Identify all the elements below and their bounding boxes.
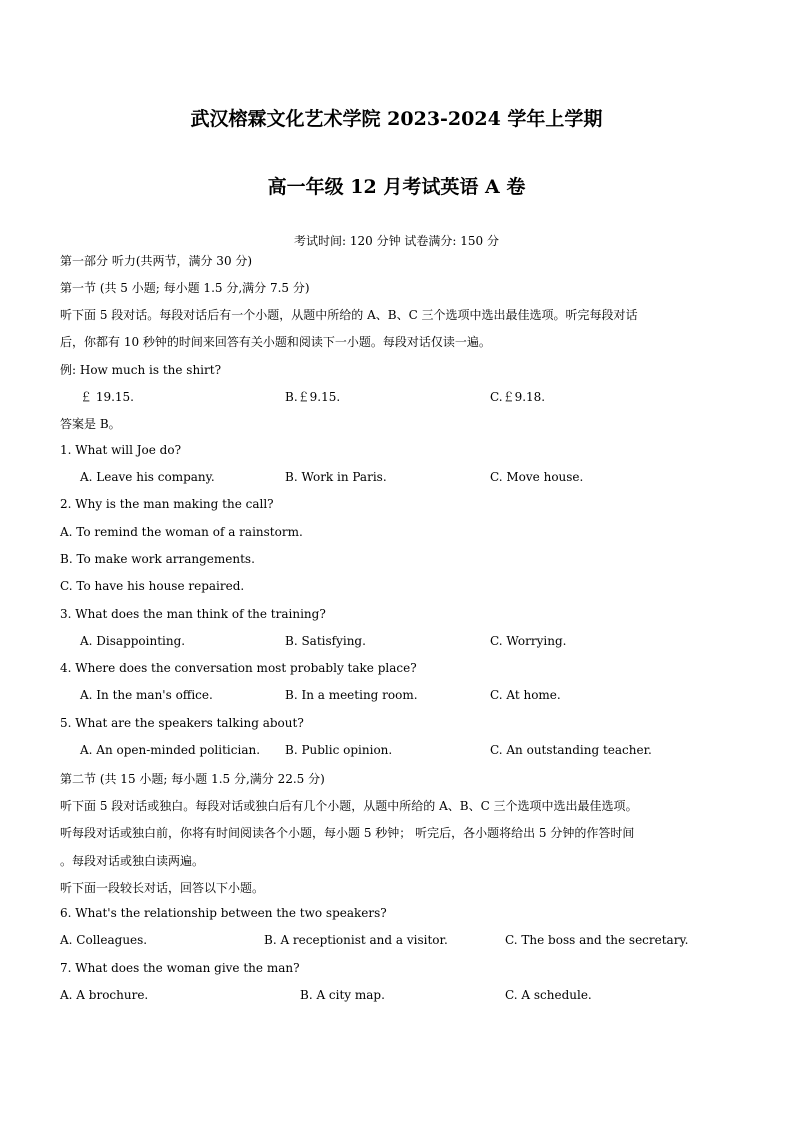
q3-option-c: C. Worrying.: [490, 634, 567, 648]
q7-option-c: C. A schedule.: [505, 988, 592, 1002]
question-4: 4. Where does the conversation most probably take place?: [60, 661, 417, 675]
section1-heading: 第一节 (共 5 小题; 每小题 1.5 分,满分 7.5 分): [60, 281, 310, 295]
exam-title-line2: 高一年级 12 月考试英语 A 卷: [267, 176, 526, 198]
example-question: 例: How much is the shirt?: [60, 363, 221, 377]
q5-option-c: C. An outstanding teacher.: [490, 743, 652, 757]
q2-option-b: B. To make work arrangements.: [60, 552, 255, 566]
section2-instructions-line1: 听下面 5 段对话或独白。每段对话或独白后有几个小题，从题中所给的 A、B、C 三个选项中选出最佳选项。: [60, 799, 638, 813]
q2-option-c: C. To have his house repaired.: [60, 579, 245, 593]
question-5: 5. What are the speakers talking about?: [60, 716, 304, 730]
question-2: 2. Why is the man making the call?: [60, 497, 274, 511]
q2-option-a: A. To remind the woman of a rainstorm.: [60, 525, 303, 539]
q1-option-a: A. Leave his company.: [80, 470, 215, 484]
example-option-c: C.￡9.18.: [490, 390, 546, 404]
section1-instructions-line2: 后，你都有 10 秒钟的时间来回答有关小题和阅读下一小题。每段对话仅读一遍。: [60, 335, 491, 349]
q4-option-a: A. In the man's office.: [80, 688, 213, 702]
question-7: 7. What does the woman give the man?: [60, 961, 300, 975]
q7-option-b: B. A city map.: [300, 988, 385, 1002]
q1-option-c: C. Move house.: [490, 470, 584, 484]
section2-heading: 第二节 (共 15 小题; 每小题 1.5 分,满分 22.5 分): [60, 772, 325, 786]
question-1: 1. What will Joe do?: [60, 443, 182, 457]
q6-option-a: A. Colleagues.: [60, 933, 148, 947]
section1-instructions-line1: 听下面 5 段对话。每段对话后有一个小题，从题中所给的 A、B、C 三个选项中选出最佳选项。听完每段对话: [60, 308, 638, 322]
example-option-b: B.￡9.15.: [285, 390, 341, 404]
q1-option-b: B. Work in Paris.: [285, 470, 387, 484]
section2-instructions-line2: 听每段对话或独白前，你将有时间阅读各个小题，每小题 5 秒钟； 听完后，各小题将给出 5 分钟的作答时间: [60, 826, 635, 840]
exam-info: 考试时间: 120 分钟 试卷满分: 150 分: [294, 234, 499, 248]
example-option-a: ￡ 19.15.: [80, 390, 134, 404]
q5-option-a: A. An open-minded politician.: [80, 743, 261, 757]
q4-option-c: C. At home.: [490, 688, 561, 702]
q4-option-b: B. In a meeting room.: [285, 688, 418, 702]
q3-option-a: A. Disappointing.: [80, 634, 186, 648]
question-6: 6. What's the relationship between the two speakers?: [60, 906, 387, 920]
part1-heading: 第一部分 听力(共两节，满分 30 分): [60, 254, 253, 268]
q7-option-a: A. A brochure.: [60, 988, 149, 1002]
q6-option-c: C. The boss and the secretary.: [505, 933, 689, 947]
section2-instructions-line3: 。每段对话或独白读两遍。: [60, 854, 205, 868]
section2-subinstruction: 听下面一段较长对话，回答以下小题。: [60, 881, 265, 895]
q5-option-b: B. Public opinion.: [285, 743, 393, 757]
exam-title-line1: 武汉榕霖文化艺术学院 2023-2024 学年上学期: [190, 108, 603, 130]
example-answer: 答案是 B。: [60, 417, 121, 431]
q6-option-b: B. A receptionist and a visitor.: [264, 933, 448, 947]
question-3: 3. What does the man think of the training?: [60, 607, 326, 621]
q3-option-b: B. Satisfying.: [285, 634, 366, 648]
